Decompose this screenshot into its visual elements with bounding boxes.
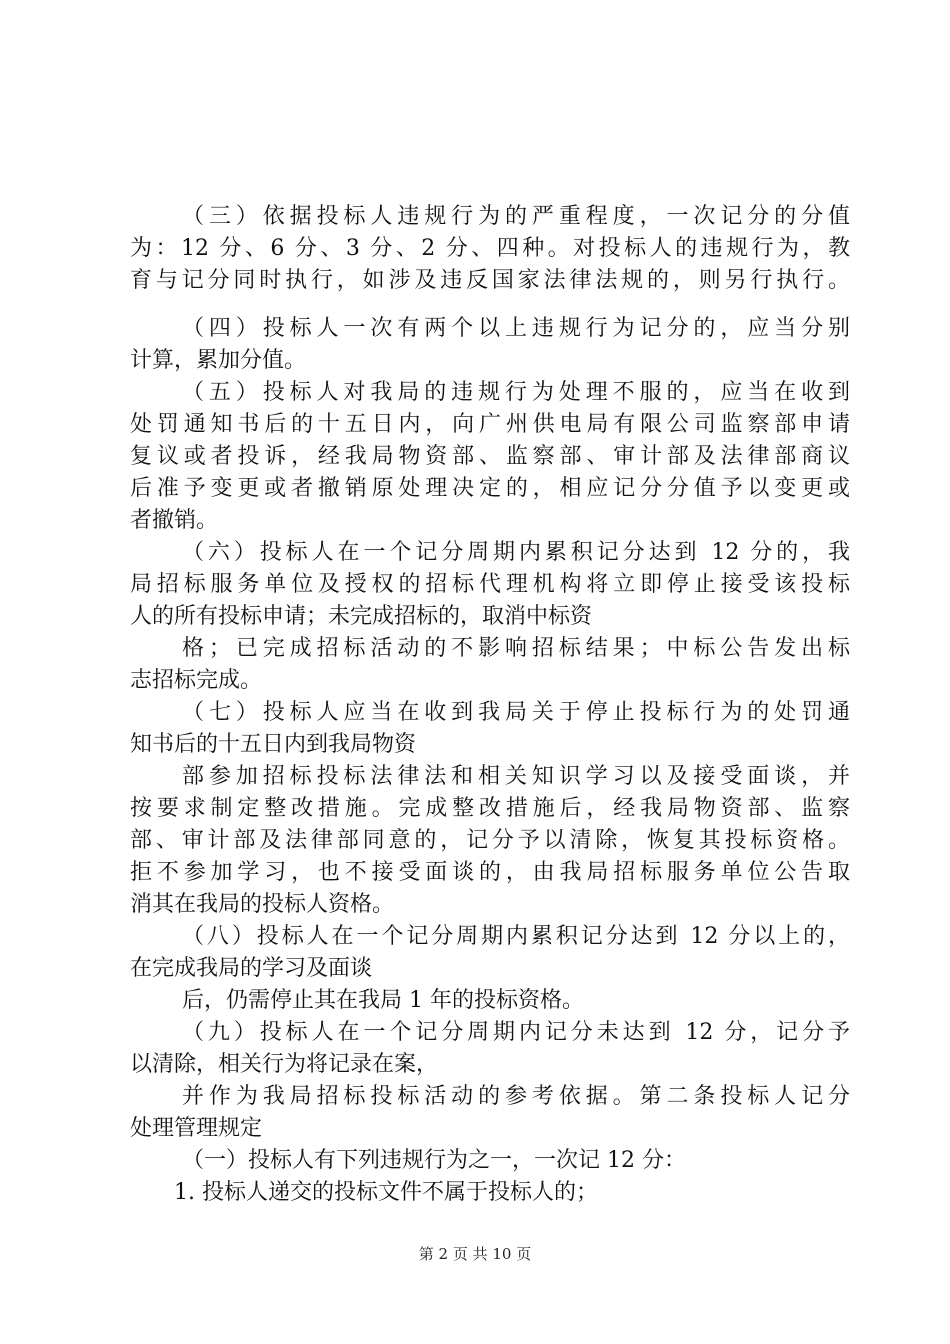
paragraph-line: 按要求制定整改措施。完成整改措施后，经我局物资部、监察 [130,796,850,821]
paragraph-line: 复议或者投诉，经我局物资部、监察部、审计部及法律部商议 [130,444,850,469]
paragraph-line: 以清除，相关行为将记录在案， [130,1052,439,1077]
paragraph-line: 志招标完成。 [130,668,263,693]
paragraph-line: 局招标服务单位及授权的招标代理机构将立即停止接受该投标 [130,572,850,597]
paragraph-line: 后准予变更或者撤销原处理决定的，相应记分分值予以变更或 [130,476,850,501]
document-body [130,201,850,1209]
paragraph-line: 处罚通知书后的十五日内，向广州供电局有限公司监察部申请 [130,412,850,437]
paragraph-line: 计算，累加分值。 [130,348,307,373]
paragraph-line: 知书后的十五日内到我局物资 [130,732,417,757]
paragraph-line: （六）投标人在一个记分周期内累积记分达到 12 分的，我 [182,540,850,565]
paragraph-line: 者撤销。 [130,508,219,533]
paragraph-line: 育与记分同时执行，如涉及违反国家法律法规的，则另行执行。 [130,268,850,293]
paragraph-line: 拒不参加学习，也不接受面谈的，由我局招标服务单位公告取 [130,860,850,885]
page-number-footer: 第 2 页 共 10 页 [418,1245,532,1263]
paragraph-line: 格；已完成招标活动的不影响招标结果；中标公告发出标 [182,636,850,661]
paragraph-line: 并作为我局招标投标活动的参考依据。第二条投标人记分 [182,1084,850,1109]
paragraph-line: 消其在我局的投标人资格。 [130,892,395,917]
paragraph-line: 为：12 分、6 分、3 分、2 分、四种。对投标人的违规行为，教 [130,236,850,261]
paragraph-line: 部、审计部及法律部同意的，记分予以清除，恢复其投标资格。 [130,828,850,853]
paragraph-line: 部参加招标投标法律法和相关知识学习以及接受面谈，并 [182,764,850,789]
paragraph-line: （七）投标人应当在收到我局关于停止投标行为的处罚通 [182,700,850,725]
paragraph-line: 在完成我局的学习及面谈 [130,956,373,981]
paragraph-line: （九）投标人在一个记分周期内记分未达到 12 分，记分予 [182,1020,850,1045]
paragraph-line: 后，仍需停止其在我局 1 年的投标资格。 [182,988,584,1013]
paragraph-line: 处理管理规定 [130,1116,263,1141]
paragraph-line: （八）投标人在一个记分周期内累积记分达到 12 分以上的， [182,924,850,949]
paragraph-line: （四）投标人一次有两个以上违规行为记分的，应当分别 [182,316,850,341]
paragraph-line: （一）投标人有下列违规行为之一，一次记 12 分： [182,1148,686,1173]
paragraph-line: 人的所有投标申请；未完成招标的，取消中标资 [130,604,593,629]
paragraph-line: （五）投标人对我局的违规行为处理不服的，应当在收到 [182,380,850,405]
paragraph-line: （三）依据投标人违规行为的严重程度，一次记分的分值 [182,204,850,229]
paragraph-line: 1. 投标人递交的投标文件不属于投标人的； [174,1180,598,1205]
